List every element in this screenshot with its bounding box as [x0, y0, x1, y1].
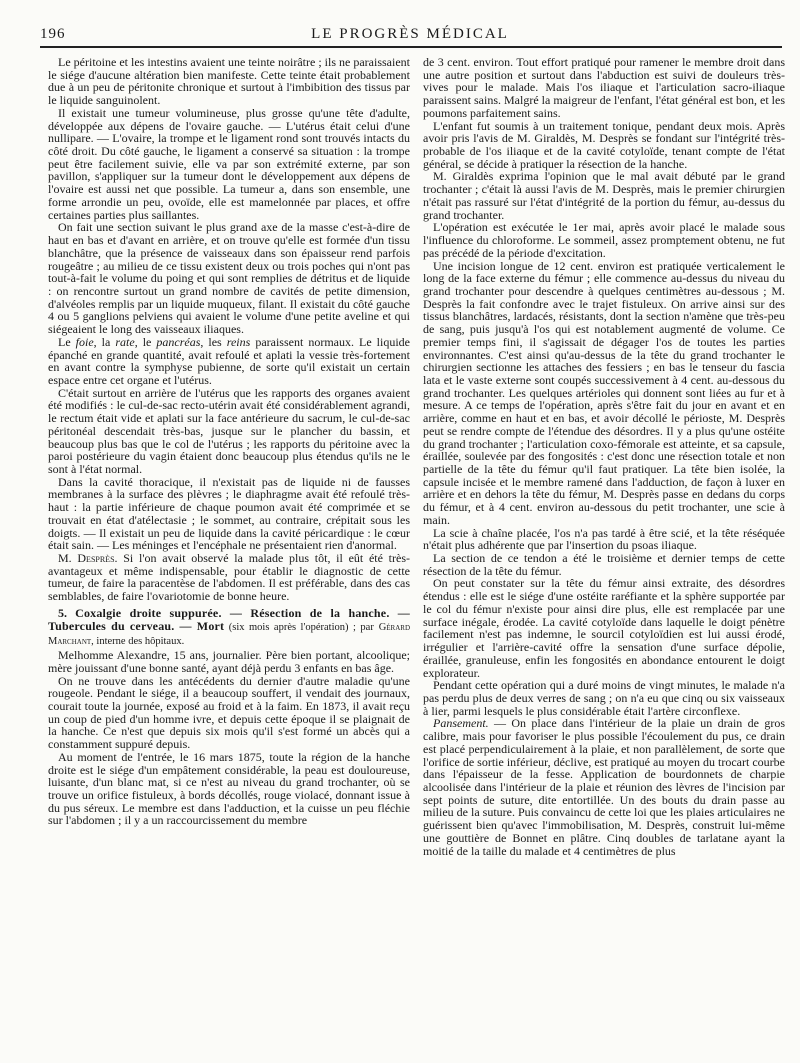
- organ-foie: foie: [75, 334, 94, 349]
- header-rule: [40, 46, 782, 48]
- organ-reins: reins: [226, 334, 251, 349]
- case-title: Coxalgie droite suppurée. — Résection de la hanche. — Tubercules du cerveau. — Mort: [48, 605, 410, 633]
- left-column: [48, 56, 410, 1051]
- organ-pancreas: pancréas: [156, 334, 201, 349]
- paragraph: C'était surtout en arrière de l'utérus que les rapports des organes avaient été modifiés : le cul-de-sac recto-utérin avait été considérablement agrandi, le rectum était vide et aplati sur la face antérieure du sacrum, le cul-de-sac péritonéal descendait très-bas, jusque sur le plancher du bassin, et beaucoup plus bas que le col de l'utérus ; les rapports du péritoine avec la paroi postérieure du vagin étaient donc beaucoup plus étendus qu'ils ne le sont à l'état normal.: [48, 385, 410, 476]
- paragraph: Pendant cette opération qui a duré moins de vingt minutes, le malade n'a pas perdu plus de deux verres de sang ; on n'a eu que cinq ou six vaisseaux à lier, parmi lesquels le plus considérable était l'artère circonflexe.: [423, 678, 785, 718]
- paragraph: Au moment de l'entrée, le 16 mars 1875, toute la région de la hanche droite est le siége d'un empâtement considérable, la peau est douloureuse, luisante, d'un blanc mat, si ce n'est au niveau du grand trochanter, où se trouve un orifice fistuleux, à bords décollés, rouge violacé, donnant issue à du pus séreux. Le membre est dans l'adduction, et la cuisse un peu fléchie sur l'abdomen ; il y a un raccourcissement du membre: [48, 749, 410, 828]
- paragraph: de 3 cent. environ. Tout effort pratiqué pour ramener le membre droit dans une autre position et surtout dans l'abduction est suivi de douleurs très-vives pour le malade. Mais l'os iliaque et l'articulation sacro-iliaque paraissent sains. Malgré la maigreur de l'enfant, l'état général est bon, et les poumons parfaitement sains.: [423, 56, 785, 120]
- case-heading: [48, 607, 410, 649]
- paragraph: Le péritoine et les intestins avaient une teinte noirâtre ; ils ne paraissaient le siége d'aucune altération bien manifeste. Cette teinte était probablement due à un peu de péritonite chronique et surtout à l'imbibition des tissus par le liquide sanguinolent.: [48, 56, 410, 108]
- paragraph: L'opération est exécutée le 1er mai, après avoir placé le malade sous l'influence du chloroforme. Le sommeil, assez promptement obtenu, ne fut pas précédé de la période d'excitation.: [423, 220, 785, 260]
- right-column: [423, 56, 785, 1051]
- text: paraissent normaux. Le liquide épanché en grande quantité, avait refoulé et aplati la vessie très-fortement en avant contre la symphyse pubienne, de sorte qu'il existait un certain espace entre cet organe et l'utérus.: [48, 334, 410, 387]
- text: , le: [134, 334, 157, 349]
- paragraph: Melhomme Alexandre, 15 ans, journalier. Père bien portant, alcoolique; mère jouissant d'une bonne santé, ayant déjà perdu 3 enfants en bas âge.: [48, 648, 410, 675]
- case-author: Gérard Marchant: [48, 621, 410, 648]
- paragraph: Dans la cavité thoracique, il n'existait pas de liquide ni de fausses membranes à la surface des plèvres ; le diaphragme avait été refoulé très-haut : la partie inférieure de chaque poumon avait été comprimée et se trouvait en état d'atélectasie ; le sommet, au contraire, crépitait sous les doigts. — Il existait un peu de liquide dans la cavité péricardique : le cœur était sain. — Les méninges et l'encéphale ne présentaient rien d'anormal.: [48, 474, 410, 553]
- paragraph: Une incision longue de 12 cent. environ est pratiquée verticalement le long de la face externe du fémur ; elle commence au-dessus du niveau du grand trochanter pour descendre à quelques centimètres au-dessous ; M. Desprès la fait confondre avec le trajet fistuleux. On arrive ainsi sur des tissus blanchâtres, lardacés, résistants, dont la section n'amène que très-peu de sang, puis jusqu'à l'os qui est notablement augmenté de volume. Ce premier temps fini, il s'agissait de dégager l'os de toutes les parties environnantes. C'est ainsi qu'au-dessus de la tête du grand trochanter le chirurgien sectionne les attaches des fessiers ; en bas le tenseur du fascia lata et le vaste externe sont coupés successivement à 4 cent. au-dessous du grand trochanter. Les quelques artérioles qui donnent sont liées au fur et à mesure. A ce temps de l'opération, après s'être fait du jour en avant et en arrière, comme en haut et en bas, et avoir décollé le périoste, M. Desprès peut se rendre compte de l'étendue des désordres. Il y a plus qu'une ostéite du grand trochanter ; l'articulation coxo-fémorale est atteinte, et sa capsule, éraillée, soulevée par des fongosités : c'est donc une résection totale et non partielle de la tête du fémur qu'il faut pratiquer. La tête bien isolée, la capsule incisée et le membre ramené dans l'adduction, de façon à luxer en arrière et en dehors la tête du fémur, M. Desprès passe en dedans du corps du fémur, et à 4 cent. environ au-dessous du petit trochanter, une scie à main.: [423, 258, 785, 527]
- organ-rate: rate: [115, 334, 135, 349]
- page-number: 196: [40, 26, 66, 42]
- paragraph: On fait une section suivant le plus grand axe de la masse c'est-à-dire de haut en bas et d'avant en arrière, et on trouve qu'elle est formée d'un tissu blanchâtre, que la présence de vaisseaux dans son épaisseur rend parfois rougeâtre ; au milieu de ce tissu existent deux ou trois poches qui n'ont pas tout-à-fait le volume du poing et qui sont remplies de détritus et de liquide : on rencontre surtout un grand nombre de cavités de petite dimension, d'alvéoles remplis par un liquide muqueux, filant. Il existait du côté gauche 4 ou 5 ganglions pelviens qui avaient le volume d'une petite aveline et qui siégeaient le long des vaisseaux iliaques.: [48, 220, 410, 337]
- text: — On place dans l'intérieur de la plaie un drain de gros calibre, mais pour favoriser le plus possible l'écoulement du pus, ce drain est placé perpendiculairement à la plaie, et non parallèlement, de sorte que l'orifice de sortie inférieur, déclive, est pratiqué au moyen du trocart courbe dans l'épaisseur de la fesse. Application de bourdonnets de charpie alcoolisée dans l'intérieur de la plaie et réunion des lèvres de l'incision par sept points de suture, dite entortillée. Un des bouts du drain passe au milieu de la suture. Puis convaincu de cette loi que les plaies articulaires ne guérissent bien qu'avec l'immobilisation, M. Desprès, construit lui-même une gouttière de Bonnet en plâtre. Cinq doubles de tarlatane ayant la moitié de la taille du malade et 4 centimètres de plus: [423, 716, 785, 858]
- journal-title: LE PROGRÈS MÉDICAL: [311, 26, 509, 42]
- paragraph: On peut constater sur la tête du fémur ainsi extraite, des désordres étendus : elle est le siége d'une ostéite raréfiante et la sphère supportée par le col du fémur n'existe pour ainsi dire plus, elle est remplacée par une surface inégale, érodée. La cavité cotyloïde dans laquelle le doigt pénètre facilement n'est pas indemne, le sourcil cotyloïdien est lui aussi érodé, irrégulier et l'arrière-cavité offre la sensation d'une surface dépolie, éraillée, granuleuse, enfin les fongosités en abondance entourent le doigt explorateur.: [423, 576, 785, 680]
- case-detail: (six mois après l'opération) ; par: [224, 621, 374, 633]
- text: Si l'on avait observé la malade plus tôt, il eût été très-avantageux et même indispensable, pour établir le diagnostic de cette tumeur, de faire la paracentèse de l'abdomen. Il est préférable, dans des cas semblables, de faire l'ovariotomie de bonne heure.: [48, 551, 410, 604]
- paragraph: L'enfant fut soumis à un traitement tonique, pendant deux mois. Après avoir pris l'avis de M. Giraldès, M. Desprès se fondant sur l'intégrité très-probable de l'os iliaque et de la cavité cotyloïde, tenant compte de l'état général, se décide à pratiquer la résection de la hanche.: [423, 118, 785, 171]
- paragraph: M. Giraldès exprima l'opinion que le mal avait débuté par le grand trochanter ; c'était là aussi l'avis de M. Desprès, mais le premier chirurgien n'était pas rassuré sur l'état d'intégrité de la portion du fémur, au-dessus du grand trochanter.: [423, 169, 785, 222]
- text: , la: [93, 334, 116, 349]
- paragraph: [48, 552, 410, 603]
- case-number: 5.: [58, 605, 67, 620]
- paragraph: La scie à chaîne placée, l'os n'a pas tardé à être scié, et la tête réséquée n'était plus adhérente que par l'insertion du psoas iliaque.: [423, 525, 785, 553]
- paragraph: Il existait une tumeur volumineuse, plus grosse qu'une tête d'adulte, développée aux dépens de l'ovaire gauche. — L'utérus était celui d'une nullipare. — L'ovaire, la trompe et le ligament rond sont trouvés intacts du côté droit. Du côté gauche, le ligament a conservé sa situation : la trompe peut être facilement suivie, elle va par son extrémité externe, par son pavillon, s'appliquer sur la tumeur dont le développement aux dépens de l'ovaire est aussi net que possible. La tumeur a, dans son ensemble, une forme arrondie un peu, ovoïde, elle est mamelonnée par places, et offre certaines parties plus saillantes.: [48, 105, 410, 222]
- paragraph: [423, 717, 785, 857]
- paragraph: [48, 336, 410, 387]
- section-label: Pansement.: [433, 716, 489, 731]
- paragraph: La section de ce tendon a été le troisième et dernier temps de cette résection de la tête du fémur.: [423, 551, 785, 578]
- text: Le: [58, 334, 76, 349]
- page-header: [40, 26, 780, 44]
- text: , les: [200, 334, 227, 349]
- paragraph: On ne trouve dans les antécédents du dernier d'autre maladie qu'une rougeole. Pendant le siége, il a beaucoup souffert, il vendait des journaux, courait toute la journée, exposé au froid et à la faim. En 1873, il avait reçu un coup de pied d'un homme ivre, et depuis cette époque il se plaignait de la hanche. Ce n'est que depuis six mois qu'il s'est formé un abcès qui a constamment suppuré depuis.: [48, 673, 410, 752]
- case-author-role: , interne des hôpitaux.: [91, 636, 185, 648]
- speaker-name: M. Desprès.: [58, 551, 118, 566]
